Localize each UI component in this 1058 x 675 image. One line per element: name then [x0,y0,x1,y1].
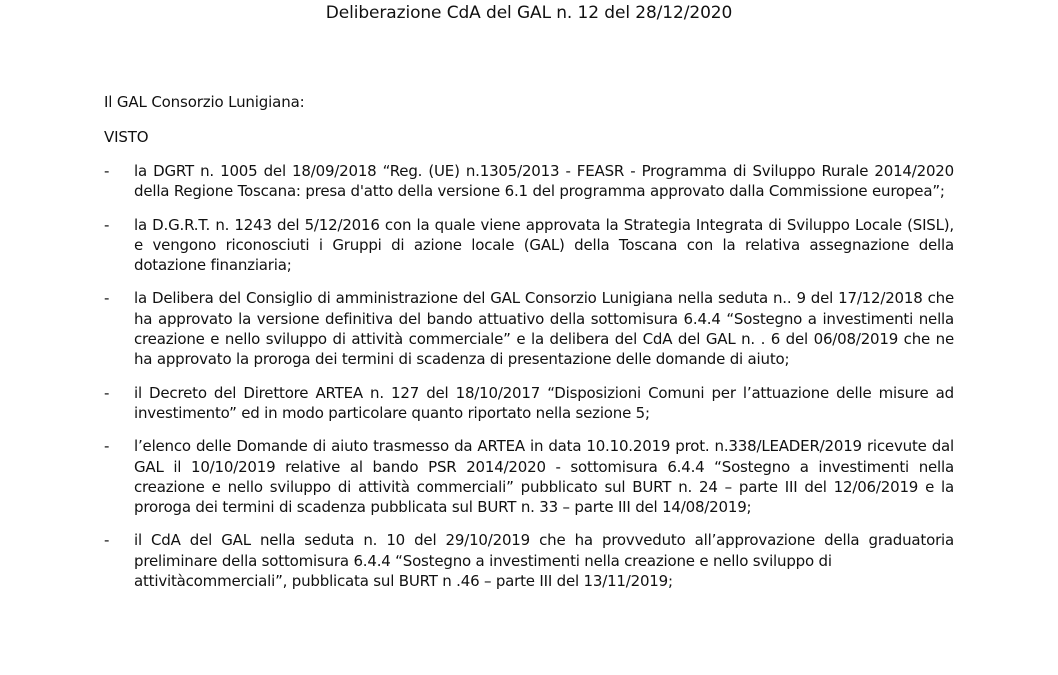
list-item-text: il Decreto del Direttore ARTEA n. 127 del 18/10/2017 “Disposizioni Comuni per l’attuazione delle misure ad investimento” ed in modo particolare quanto riportato nella sezione 5; [134,383,954,422]
bullet-dash: - [104,383,110,402]
bullet-dash: - [104,531,110,550]
bullet-dash: - [104,437,110,456]
list-item-text: la D.G.R.T. n. 1243 del 5/12/2016 con la quale viene approvata la Strategia Integrata di Sviluppo Locale (SISL), e vengono riconosciuti i Gruppi di azione locale (GAL) della Toscana con la relativa assegnazione della dotazione finanziaria; [134,215,954,275]
document-title: Deliberazione CdA del GAL n. 12 del 28/12/2020 [325,3,733,23]
list-item [104,530,954,591]
visto-list [104,161,954,604]
list-item [104,215,954,276]
list-item [104,436,954,517]
list-item-text: l’elenco delle Domande di aiuto trasmesso da ARTEA in data 10.10.2019 prot. n.338/LEADER/2019 ricevute dal GAL il 10/10/2019 relative al bando PSR 2014/2020 - sottomisura 6.4.4 “Sostegno a investimenti nella creazione e nello sviluppo di attività commerciali” pubblicato sul BURT n. 24 – parte III del 12/06/2019 e la proroga dei termini di scadenza pubblicata sul BURT n. 33 – parte III del 14/08/2019; [134,437,954,517]
list-item-text-tail: attivitàcommerciali”, pubblicata sul BURT n .46 – parte III del 13/11/2019; [134,572,673,591]
list-item [104,288,954,369]
visto-heading: VISTO [104,128,149,146]
intro-text: Il GAL Consorzio Lunigiana: [104,93,305,111]
list-item [104,383,954,424]
bullet-dash: - [104,162,110,180]
list-item-text: la DGRT n. 1005 del 18/09/2018 “Reg. (UE) n.1305/2013 - FEASR - Programma di Sviluppo Rurale 2014/2020 della Regione Toscana: presa d'atto della versione 6.1 del programma approvato dalla Commissione europea”; [134,162,954,201]
bullet-dash: - [104,289,110,308]
bullet-dash: - [104,215,110,234]
list-item-text: il CdA del GAL nella seduta n. 10 del 29/10/2019 che ha provveduto all’approvazione della graduatoria preliminare della sottomisura 6.4.4 “Sostegno a investimenti nella creazione e nello sviluppo di [134,531,954,570]
list-item-text: la Delibera del Consiglio di amministrazione del GAL Consorzio Lunigiana nella seduta n.. 9 del 17/12/2018 che ha approvato la versione definitiva del bando attuativo della sottomisura 6.4.4 “Sostegno a investimenti nella creazione e nello sviluppo di attività commerciale” e la delibera del CdA del GAL n. . 6 del 06/08/2019 che ne ha approvato la proroga dei termini di scadenza di presentazione delle domande di aiuto; [134,289,954,369]
list-item [104,161,954,202]
